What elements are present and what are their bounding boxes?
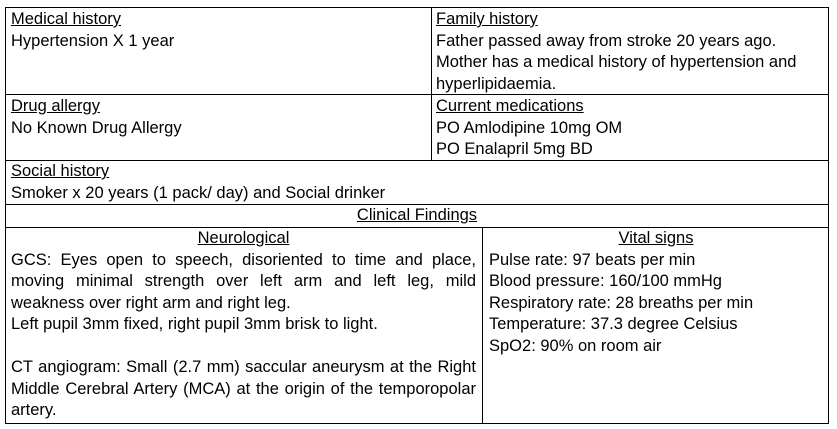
drug-allergy-cell	[11, 96, 425, 139]
vital-sign-item: Blood pressure: 160/100 mmHg	[489, 272, 722, 290]
vital-sign-item: Temperature: 37.3 degree Celsius	[489, 315, 738, 333]
vital-sign-item: Pulse rate: 97 beats per min	[489, 250, 696, 269]
family-history-heading: Family history	[436, 10, 538, 28]
medical-history-cell	[11, 9, 425, 52]
medical-history-heading: Medical history	[11, 10, 122, 28]
clinical-findings-heading: Clinical Findings	[356, 206, 478, 224]
neurological-ct: CT angiogram: Small (2.7 mm) saccular aneurysm at the Right Middle Cerebral Artery (MCA) at the origin of the temporopolar artery.	[11, 358, 476, 419]
social-history-heading: Social history	[11, 162, 110, 180]
medical-history-line: Hypertension X 1 year	[11, 31, 175, 50]
current-medications-heading: Current medications	[436, 97, 584, 115]
table-border-right	[828, 7, 829, 424]
column-divider-upper	[431, 7, 432, 160]
patient-history-table	[5, 7, 829, 424]
family-history-cell	[436, 9, 823, 95]
table-border-bottom	[5, 423, 829, 424]
vital-sign-item: SpO2: 90% on room air	[489, 336, 662, 355]
social-history-line: Smoker x 20 years (1 pack/ day) and Social drinker	[11, 183, 386, 202]
neurological-pupils: Left pupil 3mm fixed, right pupil 3mm brisk to light.	[11, 315, 378, 333]
spacer	[11, 336, 476, 358]
medication-item: PO Amlodipine 10mg OM	[436, 118, 623, 137]
vital-signs-heading: Vital signs	[618, 229, 694, 247]
neurological-heading: Neurological	[197, 229, 290, 247]
medication-item: PO Enalapril 5mg BD	[436, 140, 593, 158]
column-divider-lower	[482, 227, 483, 424]
social-history-cell	[11, 161, 821, 204]
neurological-cell	[11, 228, 476, 422]
current-medications-cell	[436, 96, 823, 161]
clinical-findings-cell	[6, 205, 828, 227]
table-border-top	[5, 7, 829, 8]
vital-signs-cell	[489, 228, 823, 357]
drug-allergy-heading: Drug allergy	[11, 97, 100, 115]
neurological-gcs: GCS: Eyes open to speech, disoriented to time and place, moving minimal strength over left arm and left leg, mild weakness over right arm and right leg.	[11, 250, 476, 312]
vital-sign-item: Respiratory rate: 28 breaths per min	[489, 293, 754, 312]
drug-allergy-line: No Known Drug Allergy	[11, 118, 182, 137]
family-history-text: Father passed away from stroke 20 years ago. Mother has a medical history of hypertension and hyperlipidaemia.	[436, 31, 797, 93]
